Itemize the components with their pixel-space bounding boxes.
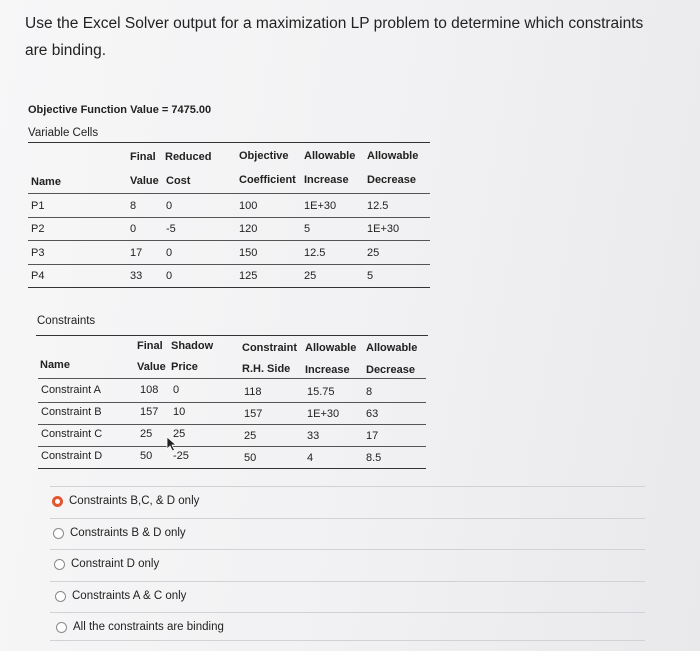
var-header-reduced: Reduced — [165, 151, 212, 163]
answer-option-4[interactable] — [55, 587, 186, 605]
con-row-1-allowable-decrease: 8 — [366, 386, 373, 398]
var-row-3-allowable-decrease: 25 — [367, 247, 380, 259]
answer-option-label: Constraints B & D only — [70, 527, 186, 539]
radio-unselected-icon[interactable] — [56, 622, 67, 633]
con-row-3-final-value: 25 — [140, 428, 153, 440]
variable-top-rule — [28, 142, 430, 143]
var-header-allowable-dec: Allowable — [367, 150, 419, 162]
var-header-allowable-inc: Allowable — [304, 150, 356, 162]
con-row-rule — [38, 424, 426, 425]
var-header-final: Final — [130, 151, 156, 163]
con-row-2-shadow-price: 10 — [173, 406, 186, 418]
var-row-1-reduced-cost: 0 — [166, 200, 173, 212]
con-header-decrease: Decrease — [366, 364, 415, 376]
constraints-title: Constraints — [37, 315, 96, 327]
radio-unselected-icon[interactable] — [54, 559, 65, 570]
answer-option-label: Constraints B,C, & D only — [69, 495, 200, 507]
var-row-4-objective-coefficient: 125 — [239, 270, 258, 282]
answer-option-label: All the constraints are binding — [73, 621, 224, 633]
variable-header-rule — [28, 193, 430, 194]
con-header-increase: Increase — [305, 364, 350, 376]
var-row-2-objective-coefficient: 120 — [239, 223, 258, 235]
var-row-2-name: P2 — [31, 223, 45, 235]
answer-option-3[interactable] — [54, 555, 159, 573]
var-header-value: Value — [130, 175, 159, 187]
con-row-rule — [38, 446, 426, 447]
con-row-3-rhs: 25 — [244, 430, 257, 442]
con-header-rhs: R.H. Side — [242, 363, 291, 375]
con-header-price: Price — [171, 361, 198, 373]
option-separator — [50, 486, 645, 487]
con-header-name: Name — [40, 359, 70, 371]
option-separator — [50, 518, 645, 519]
variable-cells-title: Variable Cells — [28, 127, 99, 139]
answer-option-2[interactable] — [53, 524, 186, 542]
con-row-3-shadow-price: 25 — [173, 428, 186, 440]
con-row-2-allowable-decrease: 63 — [366, 408, 379, 420]
con-row-2-rhs: 157 — [244, 408, 263, 420]
con-header-shadow: Shadow — [171, 340, 214, 352]
var-row-2-allowable-decrease: 1E+30 — [367, 223, 400, 235]
option-separator — [50, 640, 645, 641]
var-row-3-reduced-cost: 0 — [166, 247, 173, 259]
constraints-header-rule — [38, 378, 426, 379]
con-header-allowable-inc: Allowable — [305, 342, 357, 354]
var-row-4-final-value: 33 — [130, 270, 143, 282]
radio-unselected-icon[interactable] — [55, 591, 66, 602]
option-separator — [50, 581, 645, 582]
con-row-1-rhs: 118 — [244, 386, 262, 398]
constraints-top-rule — [36, 335, 428, 336]
option-separator — [50, 549, 645, 550]
var-row-rule — [28, 264, 430, 265]
var-row-2-final-value: 0 — [130, 223, 137, 235]
var-row-rule — [28, 217, 430, 218]
con-row-rule — [38, 468, 426, 469]
var-header-coefficient: Coefficient — [239, 174, 296, 186]
var-row-3-objective-coefficient: 150 — [239, 247, 258, 259]
con-row-rule — [38, 402, 426, 403]
con-row-4-rhs: 50 — [244, 452, 257, 464]
var-header-decrease: Decrease — [367, 174, 416, 186]
option-separator — [50, 612, 645, 613]
con-header-final: Final — [137, 340, 163, 352]
var-header-increase: Increase — [304, 174, 349, 186]
answer-option-5[interactable] — [56, 618, 224, 636]
var-row-4-reduced-cost: 0 — [166, 270, 173, 282]
var-row-3-allowable-increase: 12.5 — [304, 247, 326, 259]
con-row-1-allowable-increase: 15.75 — [307, 386, 335, 398]
var-row-3-final-value: 17 — [130, 247, 143, 259]
mouse-cursor-icon — [166, 436, 178, 452]
var-row-4-allowable-increase: 25 — [304, 270, 317, 282]
var-row-2-reduced-cost: -5 — [166, 223, 176, 235]
con-row-4-name: Constraint D — [41, 450, 103, 462]
con-header-value: Value — [137, 361, 166, 373]
answer-option-label: Constraints A & C only — [72, 590, 187, 602]
var-row-2-allowable-increase: 5 — [304, 223, 311, 235]
var-row-1-allowable-increase: 1E+30 — [304, 200, 337, 212]
con-header-constraint: Constraint — [242, 342, 297, 354]
answer-option-label: Constraint D only — [71, 558, 160, 570]
var-row-4-allowable-decrease: 5 — [367, 270, 374, 282]
var-header-objective: Objective — [239, 150, 289, 162]
con-row-3-allowable-decrease: 17 — [366, 430, 379, 442]
con-row-2-allowable-increase: 1E+30 — [307, 408, 340, 420]
con-row-4-allowable-increase: 4 — [307, 452, 314, 464]
var-row-rule — [28, 240, 430, 241]
var-row-1-final-value: 8 — [130, 200, 137, 212]
var-header-cost: Cost — [166, 175, 191, 187]
question-text: Use the Excel Solver output for a maximization LP problem to determine which constraints are binding. — [25, 15, 644, 59]
var-row-1-objective-coefficient: 100 — [239, 200, 258, 212]
var-row-3-name: P3 — [31, 247, 45, 259]
con-row-3-name: Constraint C — [41, 428, 103, 440]
con-row-4-final-value: 50 — [140, 450, 153, 462]
con-row-2-final-value: 157 — [140, 406, 159, 418]
con-row-1-shadow-price: 0 — [173, 384, 180, 396]
radio-unselected-icon[interactable] — [53, 528, 64, 539]
var-row-4-name: P4 — [31, 270, 45, 282]
var-row-rule — [28, 287, 430, 288]
con-row-1-name: Constraint A — [41, 384, 101, 396]
con-row-4-shadow-price: -25 — [173, 450, 189, 462]
con-row-1-final-value: 108 — [140, 384, 159, 396]
con-row-2-name: Constraint B — [41, 406, 102, 418]
con-row-3-allowable-increase: 33 — [307, 430, 320, 442]
radio-selected-icon[interactable] — [52, 496, 63, 507]
answer-option-1[interactable] — [52, 492, 199, 510]
var-row-1-allowable-decrease: 12.5 — [367, 200, 389, 212]
var-row-1-name: P1 — [31, 200, 45, 212]
con-header-allowable-dec: Allowable — [366, 342, 418, 354]
con-row-4-allowable-decrease: 8.5 — [366, 452, 382, 464]
var-header-name: Name — [31, 176, 61, 188]
objective-function-value: Objective Function Value = 7475.00 — [28, 104, 212, 116]
